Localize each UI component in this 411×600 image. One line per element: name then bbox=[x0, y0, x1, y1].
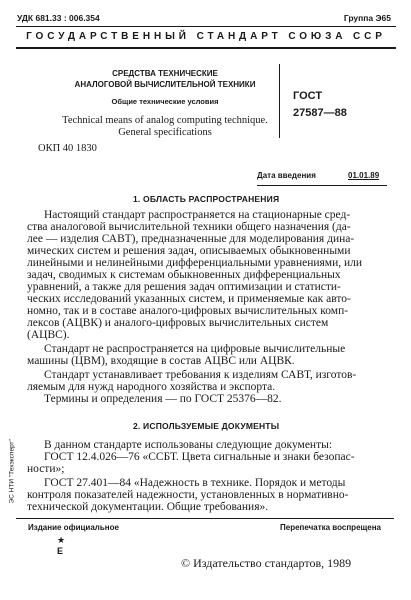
section-2-line: ГОСТ 12.4.026—76 «ССБТ. Цвета сигнальные и знаки безопас- bbox=[44, 451, 355, 463]
edition-letter: Е bbox=[57, 546, 64, 556]
footer-rule bbox=[16, 518, 394, 519]
effective-date-label: Дата введения bbox=[257, 171, 316, 180]
title-ru-line1: СРЕДСТВА ТЕХНИЧЕСКИЕ bbox=[112, 69, 218, 78]
section-1-heading: 1. ОБЛАСТЬ РАСПРОСТРАНЕНИЯ bbox=[133, 194, 280, 204]
title-ru-line2: АНАЛОГОВОЙ ВЫЧИСЛИТЕЛЬНОЙ ТЕХНИКИ bbox=[74, 80, 256, 89]
section-1-line: машины (ЦВМ), входящие в состав АЦВС или АЦВК. bbox=[27, 355, 295, 367]
banner-rule bbox=[16, 47, 396, 49]
section-1-line: линейными и нелинейными дифференциальными уравнениями, или bbox=[27, 257, 363, 269]
section-1-line: лексов (АЦВК) и аналого-цифровых вычислительных систем bbox=[27, 317, 329, 329]
section-1-line: уравнений, а также для решения задач оптимизации и статисти- bbox=[27, 281, 341, 293]
gost-number: 27587—88 bbox=[293, 107, 347, 119]
title-ru-subtitle: Общие технические условия bbox=[111, 97, 219, 106]
section-2-line: технической документации. Общие требования». bbox=[27, 501, 269, 513]
okp-code: ОКП 40 1830 bbox=[38, 143, 97, 154]
udk-code: УДК 681.33 : 006.354 bbox=[17, 13, 100, 23]
section-2-line: В данном стандарте использованы следующие документы: bbox=[44, 439, 333, 451]
section-1-line: Стандарт устанавливает требования к изделиям САВТ, изготов- bbox=[44, 369, 357, 381]
official-edition: Издание официальное bbox=[28, 523, 119, 532]
copyright: © Издательство стандартов, 1989 bbox=[181, 556, 352, 570]
section-1-line: (АЦВС). bbox=[27, 329, 70, 341]
gost-label: ГОСТ bbox=[293, 90, 323, 102]
star-icon: ★ bbox=[57, 535, 66, 545]
effective-date-value: 01.01.89 bbox=[348, 171, 380, 180]
section-2-heading: 2. ИСПОЛЬЗУЕМЫЕ ДОКУМЕНТЫ bbox=[133, 421, 280, 431]
section-1-line: Термины и определения — по ГОСТ 25376—82. bbox=[44, 393, 282, 405]
section-1-line: номно, так и в составе аналого-цифровых вычислительных комп- bbox=[27, 305, 349, 317]
section-1-line: мических систем и решения задач, описываемых обыкновенными bbox=[27, 245, 351, 257]
section-1-line: Стандарт не распространяется на цифровые вычислительные bbox=[44, 343, 346, 355]
effective-date-rule bbox=[257, 185, 387, 186]
gost-divider bbox=[279, 64, 280, 138]
reprint-prohibited: Перепечатка воспрещена bbox=[280, 523, 381, 532]
section-1-line: задач, сводимых к системам обыкновенных дифференциальных bbox=[27, 269, 341, 281]
section-1-line: ляемым для нужд народного хозяйства и экспорта. bbox=[27, 381, 276, 393]
section-1-line: лее — изделия САВТ), предназначенные для моделирования дина- bbox=[27, 233, 355, 245]
section-2-line: контроля показателей надежности, установленных в нормативно- bbox=[27, 489, 349, 501]
section-1-line: Настоящий стандарт распространяется на стационарные сред- bbox=[44, 209, 351, 221]
standard-banner: ГОСУДАРСТВЕННЫЙ СТАНДАРТ СОЮЗА ССР bbox=[26, 31, 386, 42]
section-2-line: ности»; bbox=[27, 463, 65, 475]
top-rule bbox=[16, 26, 396, 27]
group-code: Группа Э65 bbox=[343, 13, 391, 23]
section-1-line: ческих исследований указанных систем, и применяемые как авто- bbox=[27, 293, 351, 305]
side-stamp: ЭС НТИ "Техэксперт" bbox=[8, 439, 16, 504]
section-1-line: ства аналоговой вычислительной техники общего назначения (да- bbox=[27, 221, 351, 233]
title-en-line2: General specifications bbox=[118, 127, 212, 138]
title-en-line1: Technical means of analog computing technique. bbox=[62, 115, 268, 126]
section-2-line: ГОСТ 27.401—84 «Надежность в технике. Порядок и методы bbox=[44, 477, 346, 489]
